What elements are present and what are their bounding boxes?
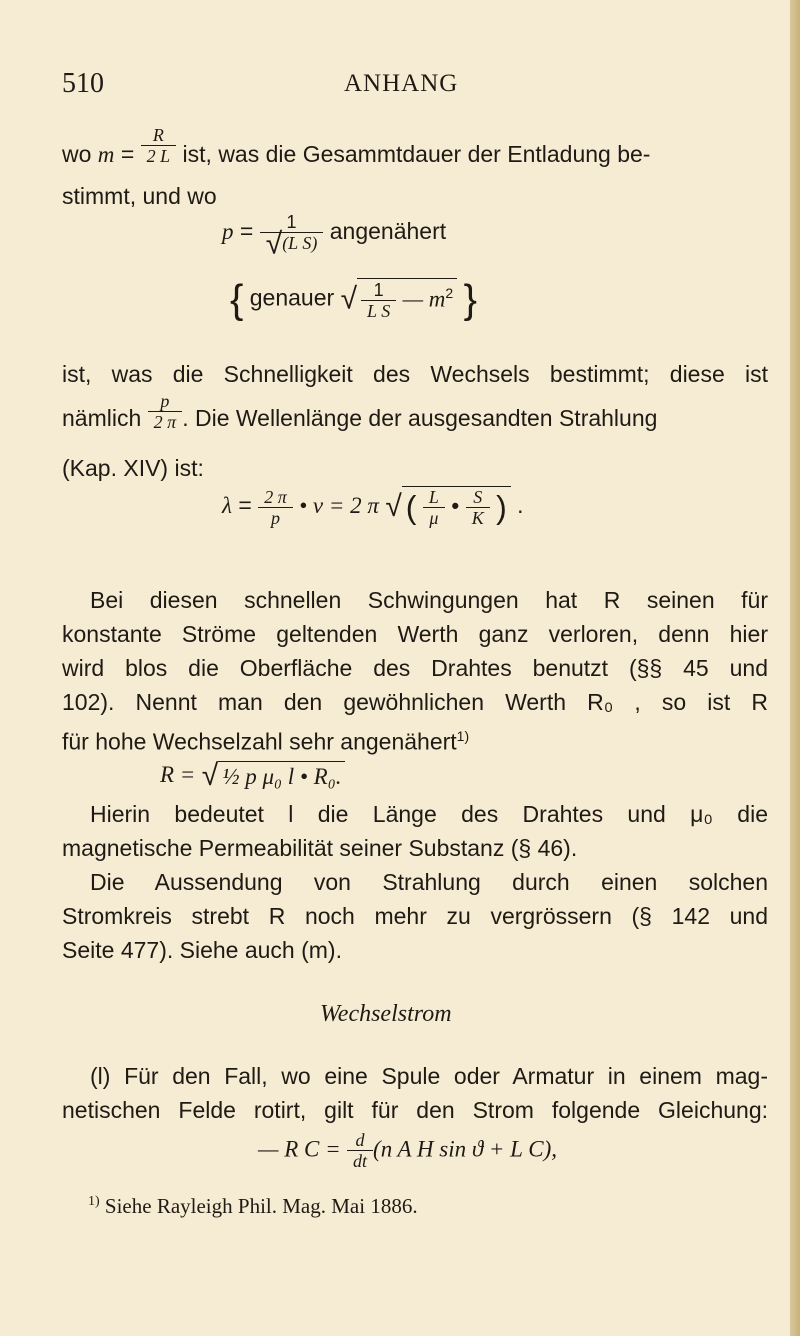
text-line-2: stimmt, und wo (62, 183, 217, 209)
equation-p-exact: { genauer √ $\frac{1}{\text{L S}}$ — $m^2$ } (230, 277, 477, 322)
footnote-reference[interactable]: 1) (456, 728, 470, 744)
text-line-p2-1: Bei diesen schnellen Schwingungen hat R seinen für (90, 587, 768, 613)
text-line-p4-1: Die Aussendung von Strahlung durch einen solchen (90, 869, 768, 895)
fraction-p-over-2pi: $\frac{p}{2 \pi}$ (148, 391, 183, 432)
equation-wavelength: λ = $\frac{2 \pi}{p}$ • v = 2 π √ ( $\frac{L}{\mu}$ • $\frac{S}{K}$ ) . (222, 486, 524, 528)
text-line-5: ist, was die Schnelligkeit des Wechsels bestimmt; diese ist (62, 361, 768, 387)
section-title: Wechselstrom (320, 1001, 452, 1027)
fraction-1-over-LS: $\frac{1}{\text{L S}}$ (361, 280, 396, 321)
text-line-p4-2: Stromkreis strebt R noch mehr zu vergrössern (§ 142 und (62, 903, 768, 929)
text-line-p2-4: 102). Nennt man den gewöhnlichen Werth R₀ , so ist R (62, 689, 768, 715)
equation-R-approx: R = √ ½ p μ₀ l • R₀. (160, 760, 345, 791)
page-number: 510 (62, 68, 104, 99)
text-line-p2-5: für hohe Wechselzahl sehr angenähert$^{1)}$ (62, 728, 470, 755)
equation-p-approx: p = $\frac{1}{\text{√(L S)}}$ angenähert (222, 212, 447, 261)
fraction-1-over-sqrt-LS: $\frac{1}{\text{√(L S)}}$ (260, 212, 324, 254)
text-line-p2-3: wird blos die Oberfläche des Drahtes benutzt (§§ 45 und (62, 655, 768, 681)
footnote: $^{1)}$ Siehe Rayleigh Phil. Mag. Mai 1886. (88, 1194, 418, 1218)
text-line-7: (Kap. XIV) ist: (62, 455, 204, 481)
text-line-p4-3: Seite 477). Siehe auch (m). (62, 937, 342, 963)
fraction-S-over-K: $\frac{S}{K}$ (466, 487, 490, 528)
running-title: ANHANG (344, 70, 459, 97)
page-edge (790, 0, 800, 1336)
fraction-2pi-over-p: $\frac{2 \pi}{p}$ (258, 487, 293, 528)
fraction-L-over-mu: $\frac{L}{\mu}$ (423, 487, 445, 528)
text-line-6: nämlich $\frac{p}{2 \pi}$ . Die Wellenlänge der ausgesandten Strahlung (62, 391, 658, 433)
text-line-p2-2: konstante Ströme geltenden Werth ganz verloren, denn hier (62, 621, 768, 647)
text-line-p3-2: magnetische Permeabilität seiner Substanz (§ 46). (62, 835, 578, 861)
text-line-p5-1: (l) Für den Fall, wo eine Spule oder Armatur in einem mag- (90, 1063, 768, 1089)
text-line-p3-1: Hierin bedeutet l die Länge des Drahtes und μ₀ die (90, 801, 768, 827)
fraction-R-over-2L: $\frac{R}{2 L}$ (141, 125, 177, 166)
fraction-d-over-dt: $\frac{d}{dt}$ (347, 1130, 373, 1171)
text-line-p5-2: netischen Felde rotirt, gilt für den Strom folgende Gleichung: (62, 1097, 768, 1123)
text-line-1: wo m = $\frac{R}{2 L}$ ist, was die Gesammtdauer der Entladung be- (62, 125, 651, 167)
equation-current: — R C = $\frac{d}{dt}$ (n A H sin ϑ + L C), (258, 1130, 558, 1171)
